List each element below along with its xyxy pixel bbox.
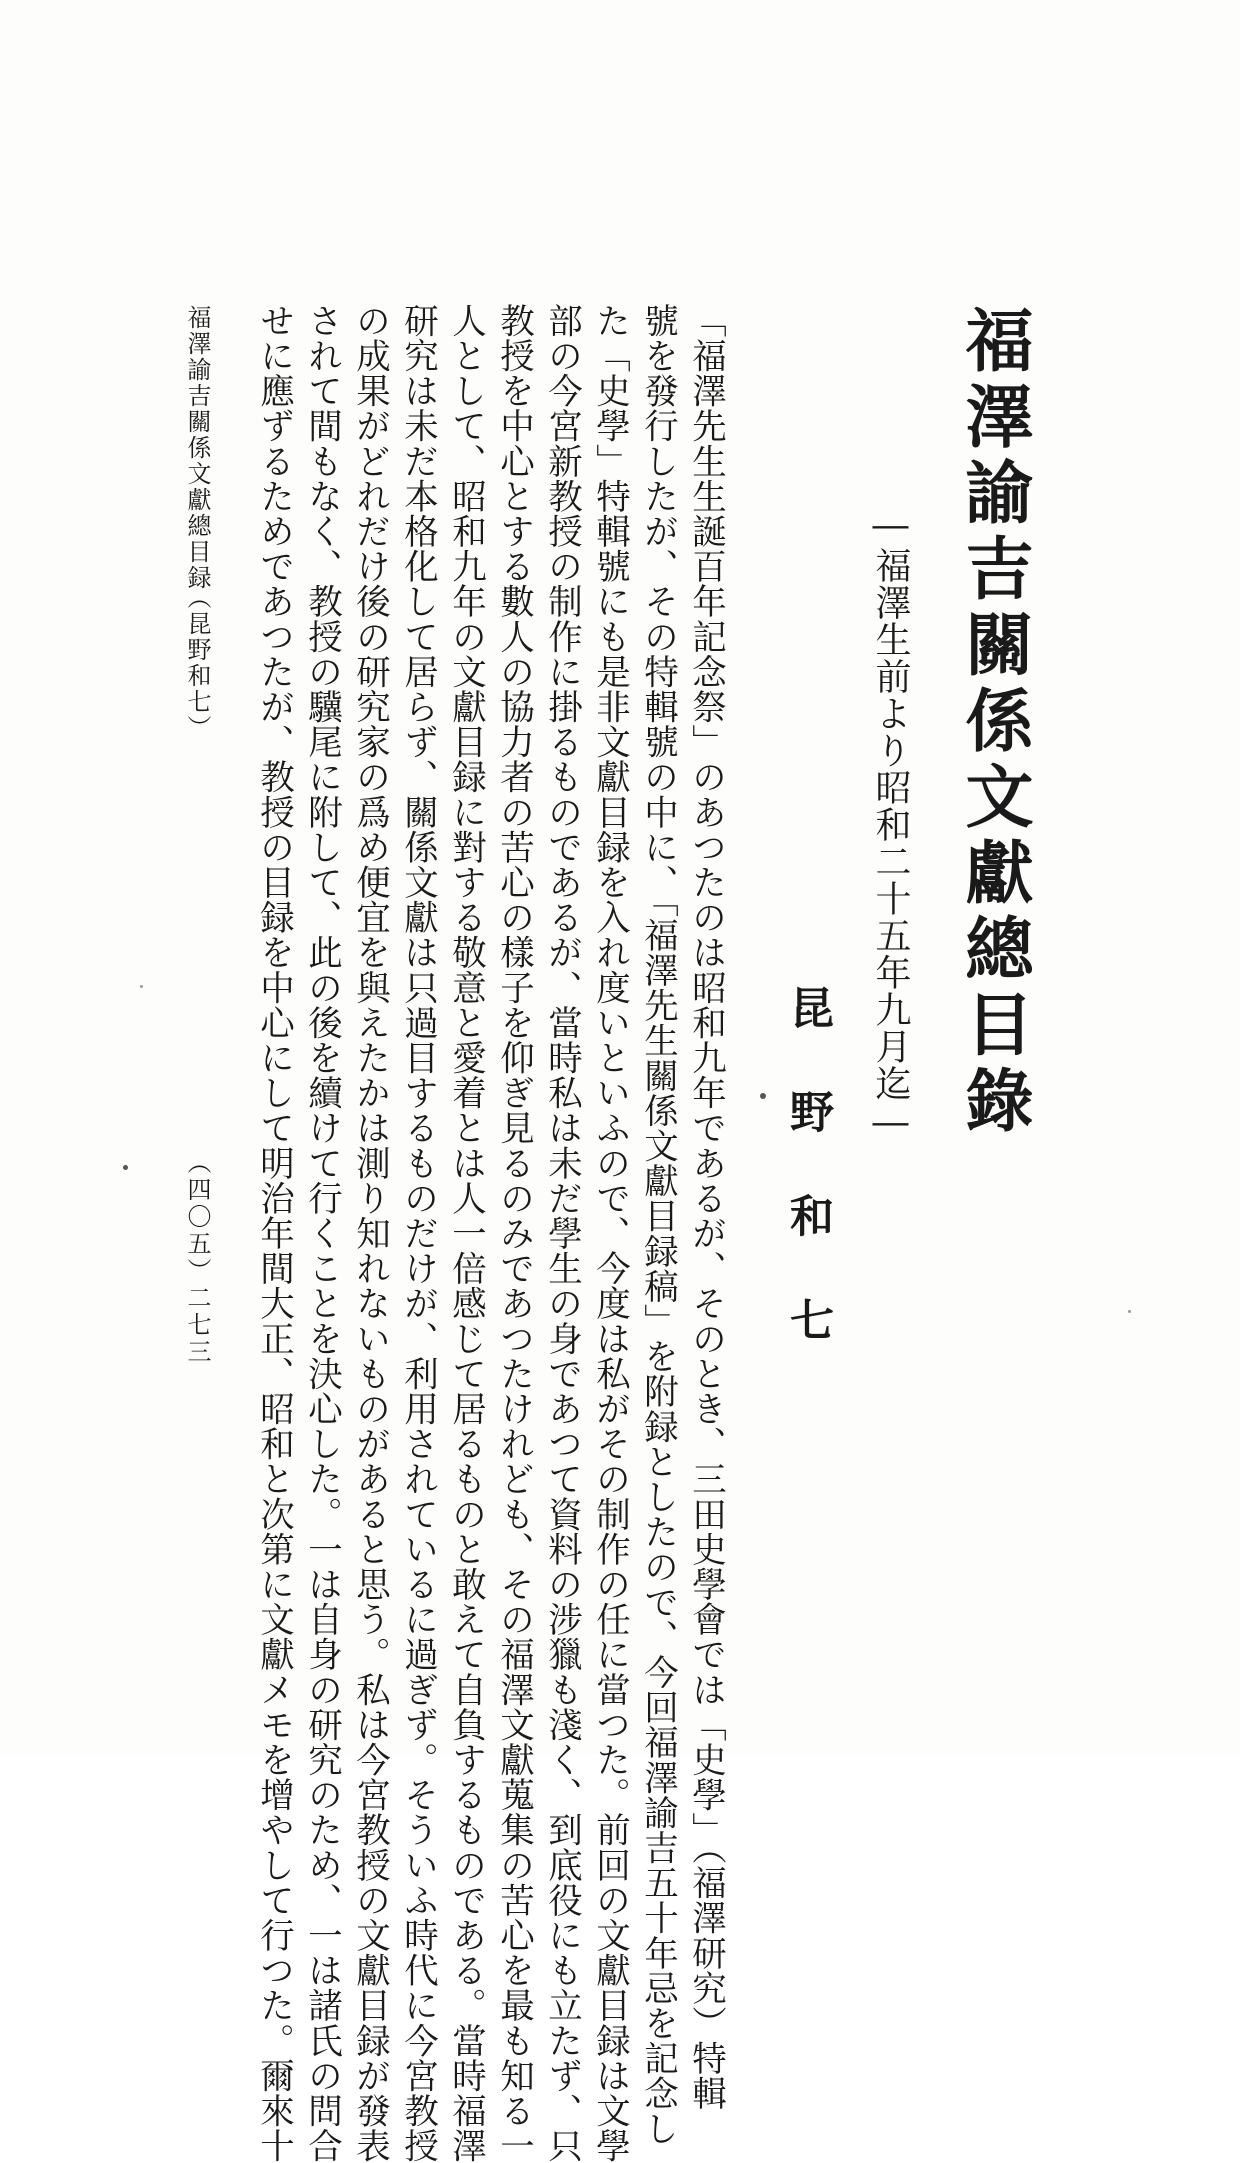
article-title: 福澤諭吉關係文獻總目錄 xyxy=(954,305,1034,1141)
body-column: 研究は未だ本格化して居らず、關係文獻は只過目するものだけが、利用されているに過ぎず。そういふ時代に今宮教授 xyxy=(397,303,438,2163)
author-name: 昆野和七 xyxy=(782,985,833,1401)
body-column: た「史學」特輯號にも是非文獻目録を入れ度いといふので、今度は私がその制作の任に當つた。前回の文獻目録は文學 xyxy=(589,303,630,2163)
body-column: 人として、昭和九年の文獻目録に對する敬意と愛着とは人一倍感じて居るものと敢えて自負するものである。當時福澤 xyxy=(445,303,486,2163)
body-column: の成果がどれだけ後の研究家の爲め便宜を與えたかは測り知れないものがあると思う。私は今宮教授の文獻目録が發表 xyxy=(349,303,390,2163)
page-number: （四〇五）二七三 xyxy=(183,1150,211,1366)
print-speck xyxy=(140,985,143,988)
body-column: 部の今宮新教授の制作に掛るものであるが、當時私は未だ學生の身であつて資料の涉獵も淺く、到底役にも立たず、只 xyxy=(541,303,582,2163)
body-column: 號を發行したが、その特輯號の中に、「福澤先生關係文獻目録稿」を附録としたので、今回福澤諭吉五十年忌を記念し xyxy=(637,303,678,2147)
body-column: 「福澤先生生誕百年記念祭」のあつたのは昭和九年であるが、そのとき、三田史學會では「史學」（福澤研究）特輯 xyxy=(685,303,726,2111)
print-speck xyxy=(760,1093,766,1099)
running-title: 福澤諭吉關係文獻總目録 xyxy=(183,305,211,591)
article-subtitle: ―福澤生前より昭和二十五年九月迄― xyxy=(870,505,911,1144)
body-column: されて間もなく、教授の驥尾に附して、此の後を續けて行くことを決心した。一は自身の研究のため、一は諸氏の問合 xyxy=(301,303,342,2163)
print-speck xyxy=(123,1165,128,1170)
print-speck xyxy=(1128,1310,1131,1313)
body-column: 教授を中心とする數人の協力者の苦心の樣子を仰ぎ見るのみであつたけれども、その福澤文獻蒐集の苦心を最も知る一 xyxy=(493,303,534,2163)
body-column: せに應ずるためであつたが、教授の目録を中心にして明治年間大正、昭和と次第に文獻メモを增やして行つた。爾來十 xyxy=(253,303,294,2163)
running-author: （昆野和七） xyxy=(183,585,211,741)
